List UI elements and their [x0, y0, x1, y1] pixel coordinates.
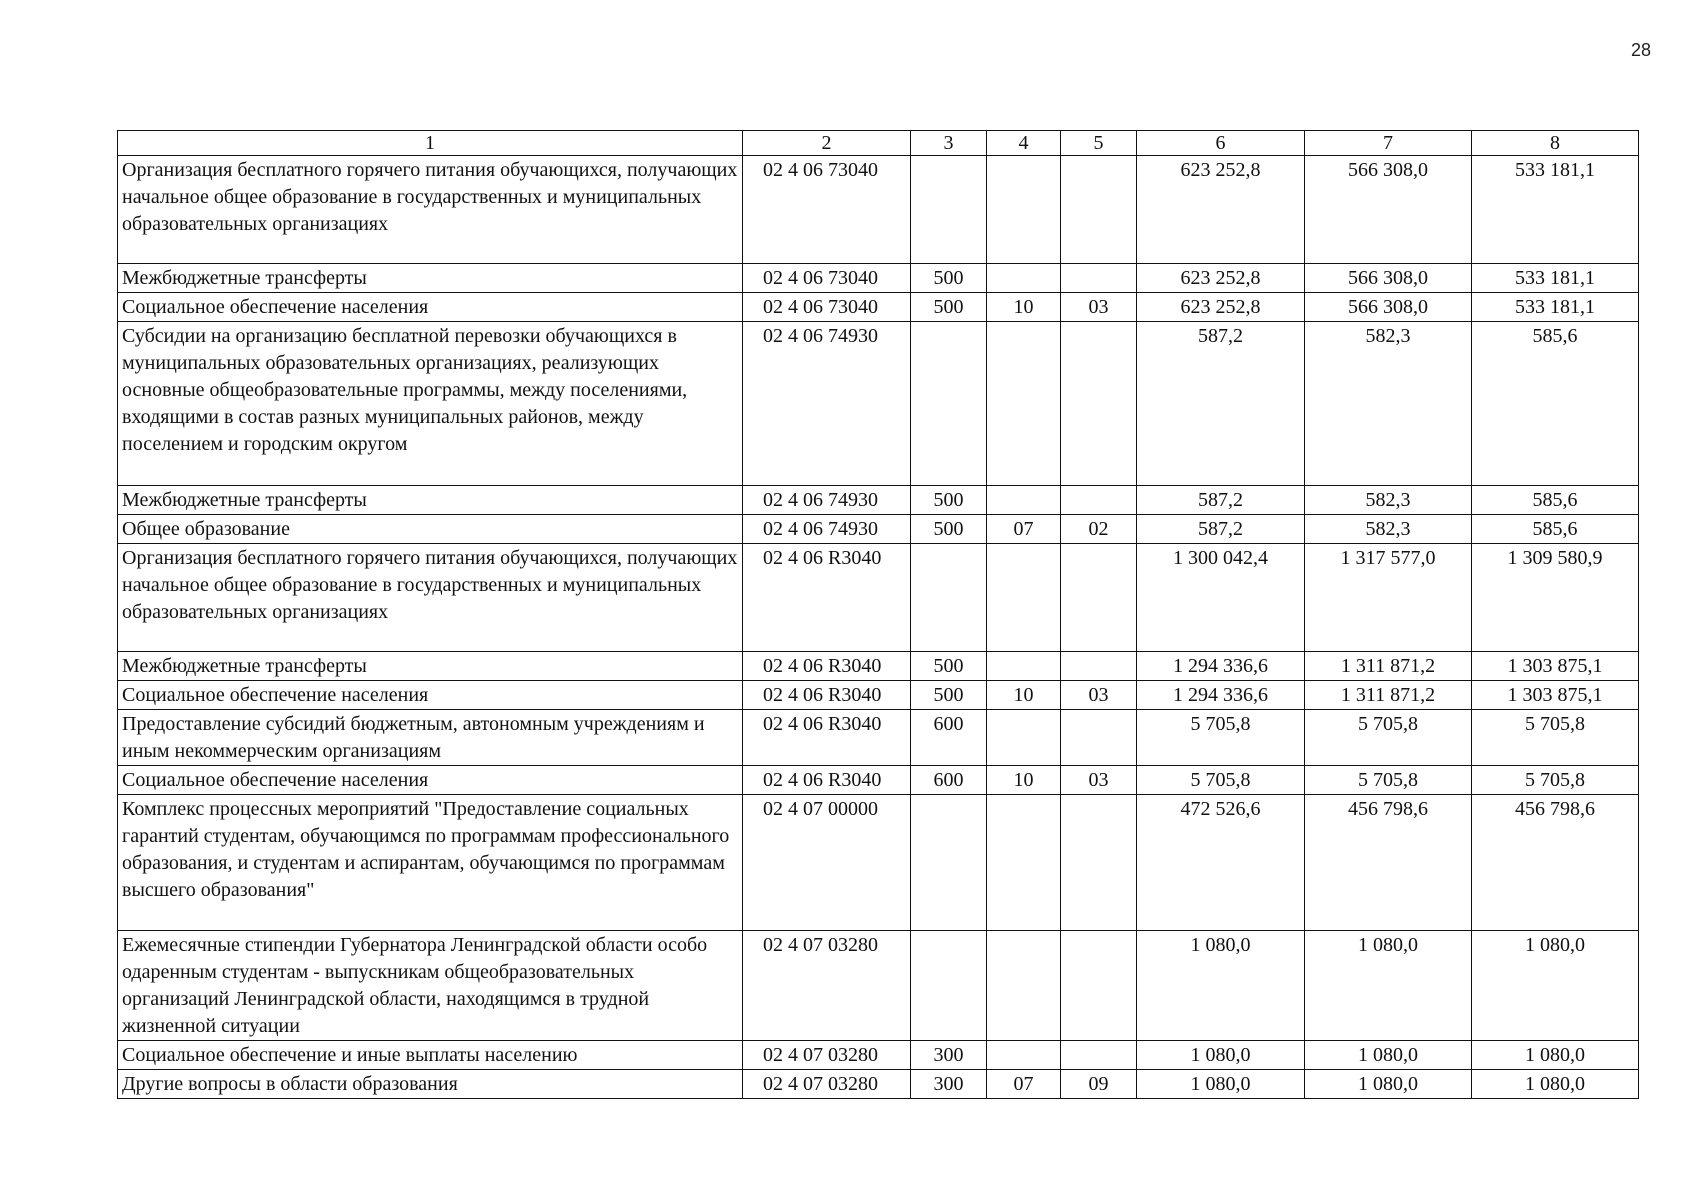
row-col5: [1061, 264, 1137, 293]
row-col3: 600: [911, 766, 987, 795]
row-value-6: 1 080,0: [1137, 931, 1305, 1041]
row-col4: [987, 710, 1061, 766]
row-name: Социальное обеспечение населения: [118, 766, 743, 795]
row-name: Комплекс процессных мероприятий "Предоставление социальных гарантий студентам, обучающимся по программам профессионального образования, и студентам и аспирантам, обучающимся по программам высшего образования": [118, 795, 743, 931]
row-col4: [987, 652, 1061, 681]
row-value-8: 5 705,8: [1472, 766, 1639, 795]
row-col4: [987, 322, 1061, 486]
table-row: [118, 710, 1639, 766]
row-value-6: 5 705,8: [1137, 710, 1305, 766]
row-col4: 10: [987, 681, 1061, 710]
row-name: Социальное обеспечение и иные выплаты населению: [118, 1041, 743, 1070]
row-value-7: 5 705,8: [1305, 766, 1472, 795]
row-code: 02 4 06 74930: [743, 322, 911, 486]
header-cell: 3: [911, 131, 987, 156]
table-row: [118, 1070, 1639, 1099]
row-value-6: 1 080,0: [1137, 1070, 1305, 1099]
row-code: 02 4 06 R3040: [743, 681, 911, 710]
row-code: 02 4 07 03280: [743, 1041, 911, 1070]
row-value-8: 533 181,1: [1472, 293, 1639, 322]
row-value-7: 582,3: [1305, 515, 1472, 544]
row-value-7: 566 308,0: [1305, 293, 1472, 322]
row-col5: [1061, 652, 1137, 681]
row-code: 02 4 06 R3040: [743, 652, 911, 681]
table-row: [118, 264, 1639, 293]
row-col3: [911, 544, 987, 652]
header-cell: 6: [1137, 131, 1305, 156]
table-row: [118, 931, 1639, 1041]
table-row: [118, 156, 1639, 264]
row-value-8: 5 705,8: [1472, 710, 1639, 766]
row-col4: [987, 1041, 1061, 1070]
row-value-8: 456 798,6: [1472, 795, 1639, 931]
row-col5: [1061, 544, 1137, 652]
row-col3: 500: [911, 652, 987, 681]
header-cell: 5: [1061, 131, 1137, 156]
row-value-7: 1 317 577,0: [1305, 544, 1472, 652]
row-value-7: 1 311 871,2: [1305, 652, 1472, 681]
header-cell: 4: [987, 131, 1061, 156]
row-value-7: 566 308,0: [1305, 264, 1472, 293]
row-value-8: 585,6: [1472, 486, 1639, 515]
row-value-8: 1 080,0: [1472, 931, 1639, 1041]
row-col4: 10: [987, 766, 1061, 795]
row-name: Ежемесячные стипендии Губернатора Ленинградской области особо одаренным студентам - выпускникам общеобразовательных организаций Ленинградской области, находящимся в трудной жизненной ситуации: [118, 931, 743, 1041]
header-row: [118, 131, 1639, 156]
row-col4: 07: [987, 1070, 1061, 1099]
row-name: Межбюджетные трансферты: [118, 264, 743, 293]
row-value-7: 1 080,0: [1305, 1070, 1472, 1099]
row-value-7: 456 798,6: [1305, 795, 1472, 931]
row-col5: [1061, 931, 1137, 1041]
row-col5: 02: [1061, 515, 1137, 544]
row-code: 02 4 06 73040: [743, 293, 911, 322]
row-value-7: 5 705,8: [1305, 710, 1472, 766]
header-cell: 1: [118, 131, 743, 156]
row-value-6: 472 526,6: [1137, 795, 1305, 931]
budget-table: [117, 130, 1639, 1099]
row-col5: [1061, 795, 1137, 931]
table-row: [118, 681, 1639, 710]
row-col3: [911, 795, 987, 931]
table-row: [118, 795, 1639, 931]
row-name: Другие вопросы в области образования: [118, 1070, 743, 1099]
row-value-7: 1 080,0: [1305, 1041, 1472, 1070]
row-name: Субсидии на организацию бесплатной перевозки обучающихся в муниципальных образовательных организациях, реализующих основные общеобразовательные программы, между поселениями, входящими в состав разных муниципальных районов, между поселением и городским округом: [118, 322, 743, 486]
row-col3: [911, 322, 987, 486]
table-row: [118, 515, 1639, 544]
row-value-6: 623 252,8: [1137, 156, 1305, 264]
row-code: 02 4 07 03280: [743, 1070, 911, 1099]
row-code: 02 4 06 R3040: [743, 766, 911, 795]
row-col3: 300: [911, 1070, 987, 1099]
row-value-6: 623 252,8: [1137, 293, 1305, 322]
row-code: 02 4 06 R3040: [743, 544, 911, 652]
row-value-6: 623 252,8: [1137, 264, 1305, 293]
row-code: 02 4 06 R3040: [743, 710, 911, 766]
row-col5: 03: [1061, 681, 1137, 710]
page-number: 28: [1630, 40, 1651, 60]
table-row: [118, 486, 1639, 515]
row-value-6: 1 080,0: [1137, 1041, 1305, 1070]
row-name: Социальное обеспечение населения: [118, 293, 743, 322]
row-value-6: 1 300 042,4: [1137, 544, 1305, 652]
row-col4: 10: [987, 293, 1061, 322]
row-col3: 500: [911, 264, 987, 293]
table-row: [118, 322, 1639, 486]
row-col4: [987, 486, 1061, 515]
row-name: Социальное обеспечение населения: [118, 681, 743, 710]
row-value-8: 1 309 580,9: [1472, 544, 1639, 652]
row-code: 02 4 06 73040: [743, 264, 911, 293]
row-code: 02 4 06 74930: [743, 486, 911, 515]
row-name: Межбюджетные трансферты: [118, 486, 743, 515]
table-row: [118, 293, 1639, 322]
row-col3: 500: [911, 515, 987, 544]
row-code: 02 4 06 73040: [743, 156, 911, 264]
row-name: Предоставление субсидий бюджетным, автономным учреждениям и иным некоммерческим организациям: [118, 710, 743, 766]
row-value-7: 566 308,0: [1305, 156, 1472, 264]
row-col4: [987, 544, 1061, 652]
row-col4: [987, 795, 1061, 931]
row-value-7: 582,3: [1305, 486, 1472, 515]
row-value-8: 585,6: [1472, 515, 1639, 544]
row-col5: [1061, 156, 1137, 264]
row-name: Общее образование: [118, 515, 743, 544]
table-row: [118, 652, 1639, 681]
row-col5: 09: [1061, 1070, 1137, 1099]
row-value-8: 1 303 875,1: [1472, 652, 1639, 681]
row-col4: [987, 156, 1061, 264]
row-col3: 500: [911, 293, 987, 322]
row-value-8: 533 181,1: [1472, 264, 1639, 293]
table-row: [118, 1041, 1639, 1070]
row-value-6: 587,2: [1137, 322, 1305, 486]
table-row: [118, 544, 1639, 652]
header-cell: 8: [1472, 131, 1639, 156]
row-col4: [987, 931, 1061, 1041]
row-value-8: 533 181,1: [1472, 156, 1639, 264]
row-code: 02 4 07 00000: [743, 795, 911, 931]
row-code: 02 4 06 74930: [743, 515, 911, 544]
header-cell: 7: [1305, 131, 1472, 156]
row-value-6: 1 294 336,6: [1137, 681, 1305, 710]
row-value-6: 5 705,8: [1137, 766, 1305, 795]
table-row: [118, 766, 1639, 795]
row-name: Организация бесплатного горячего питания обучающихся, получающих начальное общее образование в государственных и муниципальных образовательных организациях: [118, 156, 743, 264]
row-value-8: 1 303 875,1: [1472, 681, 1639, 710]
row-value-8: 585,6: [1472, 322, 1639, 486]
row-value-7: 1 080,0: [1305, 931, 1472, 1041]
row-col3: 300: [911, 1041, 987, 1070]
row-col5: [1061, 710, 1137, 766]
row-col3: 500: [911, 681, 987, 710]
row-col5: 03: [1061, 766, 1137, 795]
row-value-7: 1 311 871,2: [1305, 681, 1472, 710]
row-col4: 07: [987, 515, 1061, 544]
row-col4: [987, 264, 1061, 293]
row-col3: [911, 931, 987, 1041]
row-col5: 03: [1061, 293, 1137, 322]
row-name: Организация бесплатного горячего питания обучающихся, получающих начальное общее образование в государственных и муниципальных образовательных организациях: [118, 544, 743, 652]
row-col3: 600: [911, 710, 987, 766]
header-cell: 2: [743, 131, 911, 156]
row-value-6: 587,2: [1137, 515, 1305, 544]
row-value-7: 582,3: [1305, 322, 1472, 486]
row-value-6: 1 294 336,6: [1137, 652, 1305, 681]
row-name: Межбюджетные трансферты: [118, 652, 743, 681]
row-value-6: 587,2: [1137, 486, 1305, 515]
row-col3: 500: [911, 486, 987, 515]
row-col5: [1061, 322, 1137, 486]
row-col3: [911, 156, 987, 264]
row-value-8: 1 080,0: [1472, 1070, 1639, 1099]
row-code: 02 4 07 03280: [743, 931, 911, 1041]
row-col5: [1061, 1041, 1137, 1070]
row-col5: [1061, 486, 1137, 515]
row-value-8: 1 080,0: [1472, 1041, 1639, 1070]
